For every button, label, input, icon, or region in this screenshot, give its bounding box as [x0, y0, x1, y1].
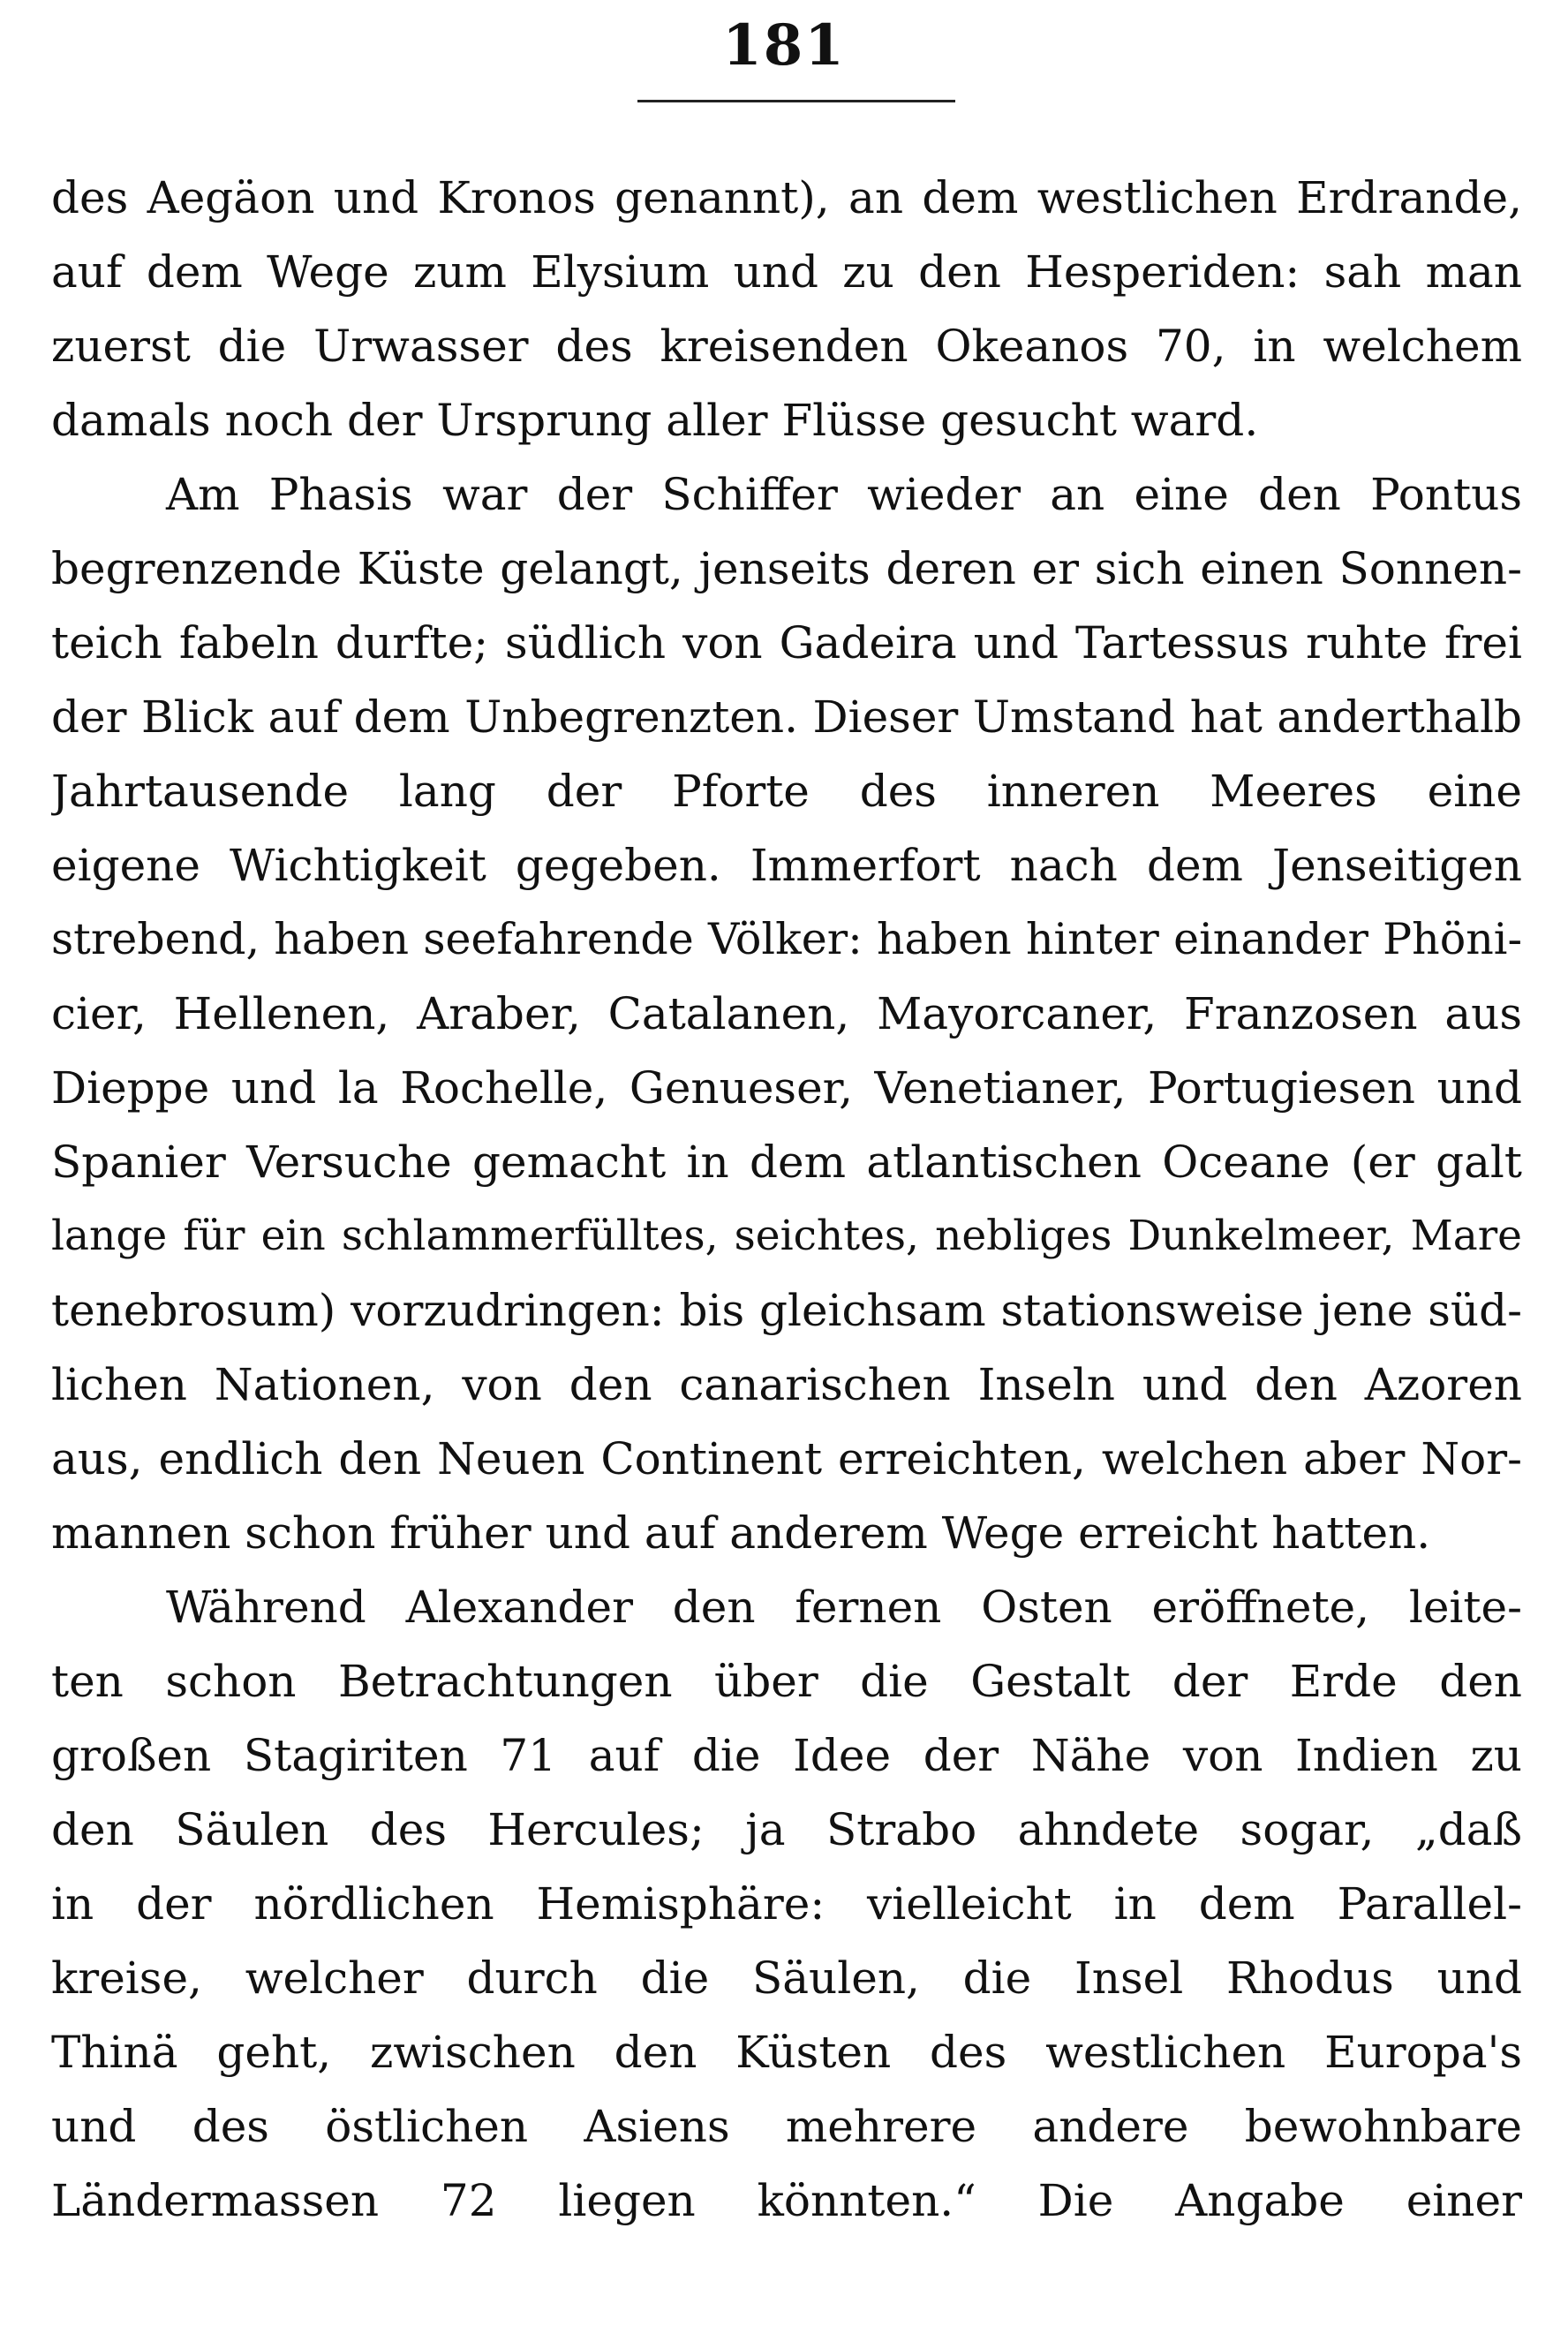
text-line: Spanier Versuche gemacht in dem atlantischen Oceane (er galt: [51, 1137, 1522, 1188]
text-line: Ländermassen 72 liegen könnten.“ Die Angabe einer: [51, 2175, 1522, 2226]
text-line: Am Phasis war der Schiffer wieder an eine den Pontus: [166, 469, 1522, 520]
text-line: den Säulen des Hercules; ja Strabo ahndete sogar, „daß: [51, 1804, 1522, 1855]
text-line: der Blick auf dem Unbegrenzten. Dieser Umstand hat anderthalb: [51, 691, 1522, 743]
text-line: mannen schon früher und auf anderem Wege erreicht hatten.: [51, 1507, 1431, 1559]
text-line: Dieppe und la Rochelle, Genueser, Venetianer, Portugiesen und: [51, 1062, 1522, 1114]
text-line: in der nördlichen Hemisphäre: vielleicht in dem Parallel-: [51, 1878, 1522, 1930]
page-number: 181: [722, 12, 846, 79]
text-line: ten schon Betrachtungen über die Gestalt der Erde den: [51, 1656, 1522, 1707]
text-line: Während Alexander den fernen Osten eröffnete, leite-: [166, 1582, 1522, 1633]
text-line: eigene Wichtigkeit gegeben. Immerfort nach dem Jenseitigen: [51, 840, 1522, 891]
text-line: tenebrosum) vorzudringen: bis gleichsam stationsweise jene süd-: [51, 1285, 1522, 1336]
text-line: teich fabeln durfte; südlich von Gadeira und Tartessus ruhte frei: [51, 617, 1522, 668]
header-rule: [637, 100, 955, 102]
text-line: Thinä geht, zwischen den Küsten des westlichen Europa's: [51, 2027, 1522, 2078]
text-line: kreise, welcher durch die Säulen, die Insel Rhodus und: [51, 1952, 1522, 2004]
text-line: lichen Nationen, von den canarischen Inseln und den Azoren: [51, 1359, 1522, 1410]
text-line: großen Stagiriten 71 auf die Idee der Nähe von Indien zu: [51, 1730, 1522, 1781]
text-line: strebend, haben seefahrende Völker: haben hinter einander Phöni-: [51, 914, 1522, 964]
text-line: des Aegäon und Kronos genannt), an dem westlichen Erdrande,: [51, 172, 1522, 223]
text-line: lange für ein schlammerfülltes, seichtes, nebliges Dunkelmeer, Mare: [51, 1212, 1522, 1260]
text-line: begrenzende Küste gelangt, jenseits deren er sich einen Sonnen-: [51, 543, 1522, 594]
text-line: und des östlichen Asiens mehrere andere bewohnbare: [51, 2101, 1522, 2152]
text-line: cier, Hellenen, Araber, Catalanen, Mayorcaner, Franzosen aus: [51, 988, 1522, 1039]
text-body: [51, 161, 1522, 2238]
text-line: damals noch der Ursprung aller Flüsse gesucht ward.: [51, 395, 1259, 446]
text-line: Jahrtausende lang der Pforte des inneren Meeres eine: [51, 766, 1522, 817]
text-line: aus, endlich den Neuen Continent erreichten, welchen aber Nor-: [51, 1433, 1522, 1484]
text-line: auf dem Wege zum Elysium und zu den Hesperiden: sah man: [51, 246, 1522, 298]
text-line: zuerst die Urwasser des kreisenden Okeanos 70, in welchem: [51, 321, 1522, 372]
